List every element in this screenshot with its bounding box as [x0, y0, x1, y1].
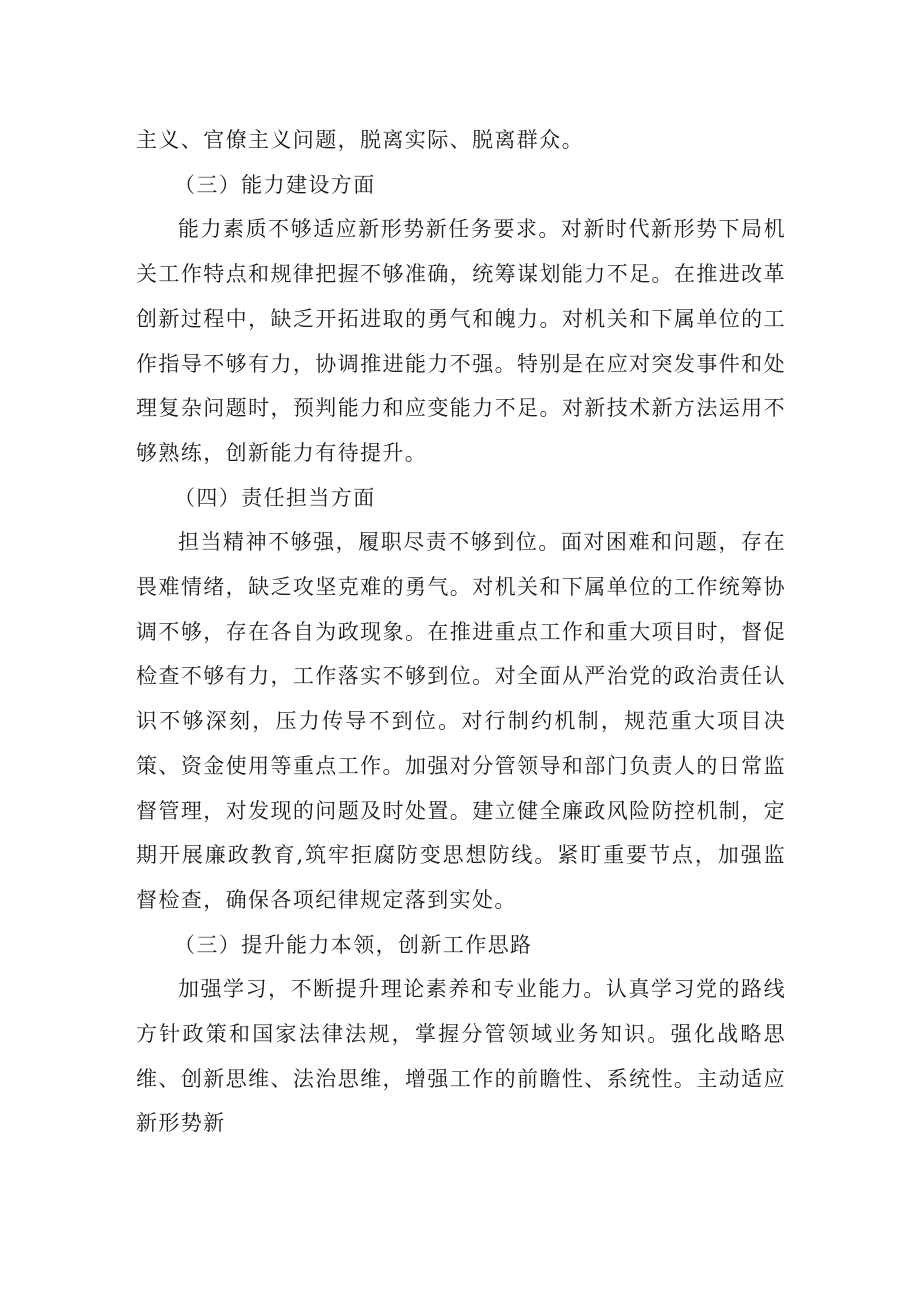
paragraph-responsibility: 担当精神不够强，履职尽责不够到位。面对困难和问题，存在畏难情绪，缺乏攻坚克难的勇气。对机关和下属单位的工作统筹协调不够，存在各自为政现象。在推进重点工作和重大项目时，督促检查不够有力，工作落实不够到位。对全面从严治党的政治责任认识不够深刻，压力传导不到位。对行制约机制，规范重大项目决策、资金使用等重点工作。加强对分管领导和部门负责人的日常监督管理，对发现的问题及时处置。建立健全廉政风险防控机制，定期开展廉政教育,筑牢拒腐防变思想防线。紧盯重要节点，加强监督检查，确保各项纪律规定落到实处。: [136, 530, 786, 912]
section-heading-responsibility: （四）责任担当方面: [174, 485, 376, 510]
paragraph-continuation: 主义、官僚主义问题，脱离实际、脱离群众。: [136, 128, 584, 152]
section-heading-improve-ability: （三）提升能力本领，创新工作思路: [174, 932, 533, 957]
paragraph-improve-ability: 加强学习，不断提升理论素养和专业能力。认真学习党的路线方针政策和国家法律法规，掌握分管领域业务知识。强化战略思维、创新思维、法治思维，增强工作的前瞻性、系统性。主动适应新形势新: [136, 977, 786, 1136]
section-heading-ability: （三）能力建设方面: [174, 172, 376, 197]
paragraph-ability: 能力素质不够适应新形势新任务要求。对新时代新形势下局机关工作特点和规律把握不够准确，统筹谋划能力不足。在推进改革创新过程中，缺乏开拓进取的勇气和魄力。对机关和下属单位的工作指导不够有力，协调推进能力不强。特别是在应对突发事件和处理复杂问题时，预判能力和应变能力不足。对新技术新方法运用不够熟练，创新能力有待提升。: [136, 217, 786, 465]
document-body: [136, 118, 786, 1146]
